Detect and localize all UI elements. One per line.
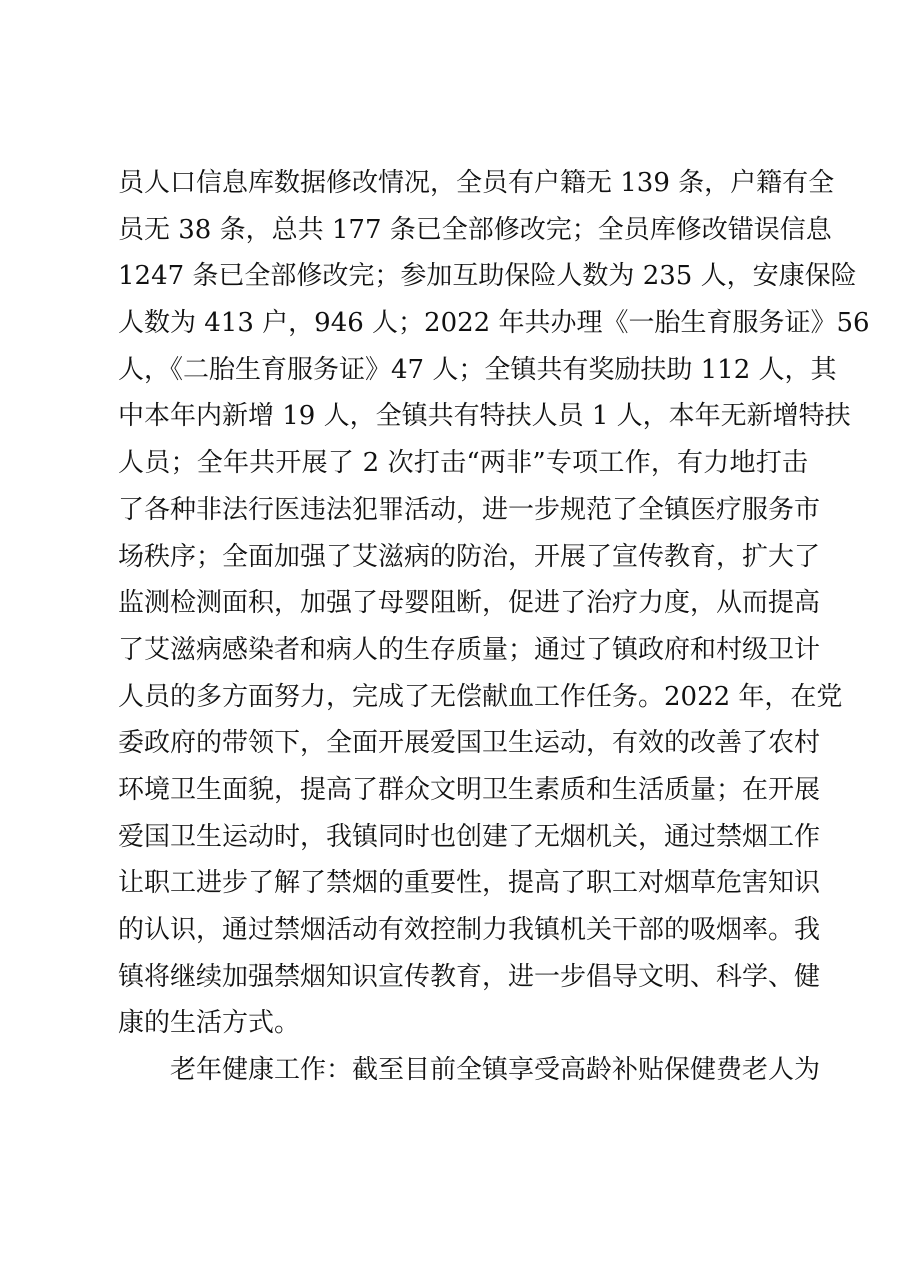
- text-line: 1247 条已全部修改完；参加互助保险人数为 235 人，安康保险: [118, 261, 857, 292]
- text-line: 员无 38 条，总共 177 条已全部修改完；全员库修改错误信息: [118, 214, 832, 245]
- text-line: 了艾滋病感染者和病人的生存质量；通过了镇政府和村级卫计: [118, 634, 821, 665]
- text-line: 让职工进步了解了禁烟的重要性，提高了职工对烟草危害知识: [118, 868, 821, 899]
- text-line: 中本年内新增 19 人，全镇共有特扶人员 1 人，本年无新增特扶: [118, 401, 851, 432]
- text-line: 的认识，通过禁烟活动有效控制力我镇机关干部的吸烟率。我: [118, 915, 821, 945]
- paragraph-end-line: 康的生活方式。: [118, 1008, 301, 1039]
- text-line: 员人口信息库数据修改情况，全员有户籍无 139 条，户籍有全: [118, 168, 835, 198]
- text-line: 人，《二胎生育服务证》47 人；全镇共有奖励扶助 112 人，其: [118, 354, 837, 385]
- text-line: 人员的多方面努力，完成了无偿献血工作任务。2022 年，在党: [118, 681, 843, 712]
- text-line: 人数为 413 户，946 人；2022 年共办理《一胎生育服务证》56: [118, 308, 870, 339]
- text-line: 了各种非法行医违法犯罪活动，进一步规范了全镇医疗服务市: [118, 494, 821, 525]
- text-line: 委政府的带领下，全面开展爱国卫生运动，有效的改善了农村: [118, 728, 821, 759]
- document-body: [118, 160, 870, 1094]
- text-line: 场秩序；全面加强了艾滋病的防治，开展了宣传教育，扩大了: [118, 541, 821, 572]
- text-line: 环境卫生面貌，提高了群众文明卫生素质和生活质量；在开展: [118, 774, 821, 805]
- text-line: 监测检测面积，加强了母婴阻断，促进了治疗力度，从而提高: [118, 588, 821, 619]
- text-line: 人员；全年共开展了 2 次打击“两非”专项工作，有力地打击: [118, 448, 808, 479]
- paragraph-start-line: 老年健康工作：截至目前全镇享受高龄补贴保健费老人为: [170, 1055, 821, 1086]
- text-line: 爱国卫生运动时，我镇同时也创建了无烟机关，通过禁烟工作: [118, 821, 821, 852]
- text-line: 镇将继续加强禁烟知识宣传教育，进一步倡导文明、科学、健: [118, 961, 821, 992]
